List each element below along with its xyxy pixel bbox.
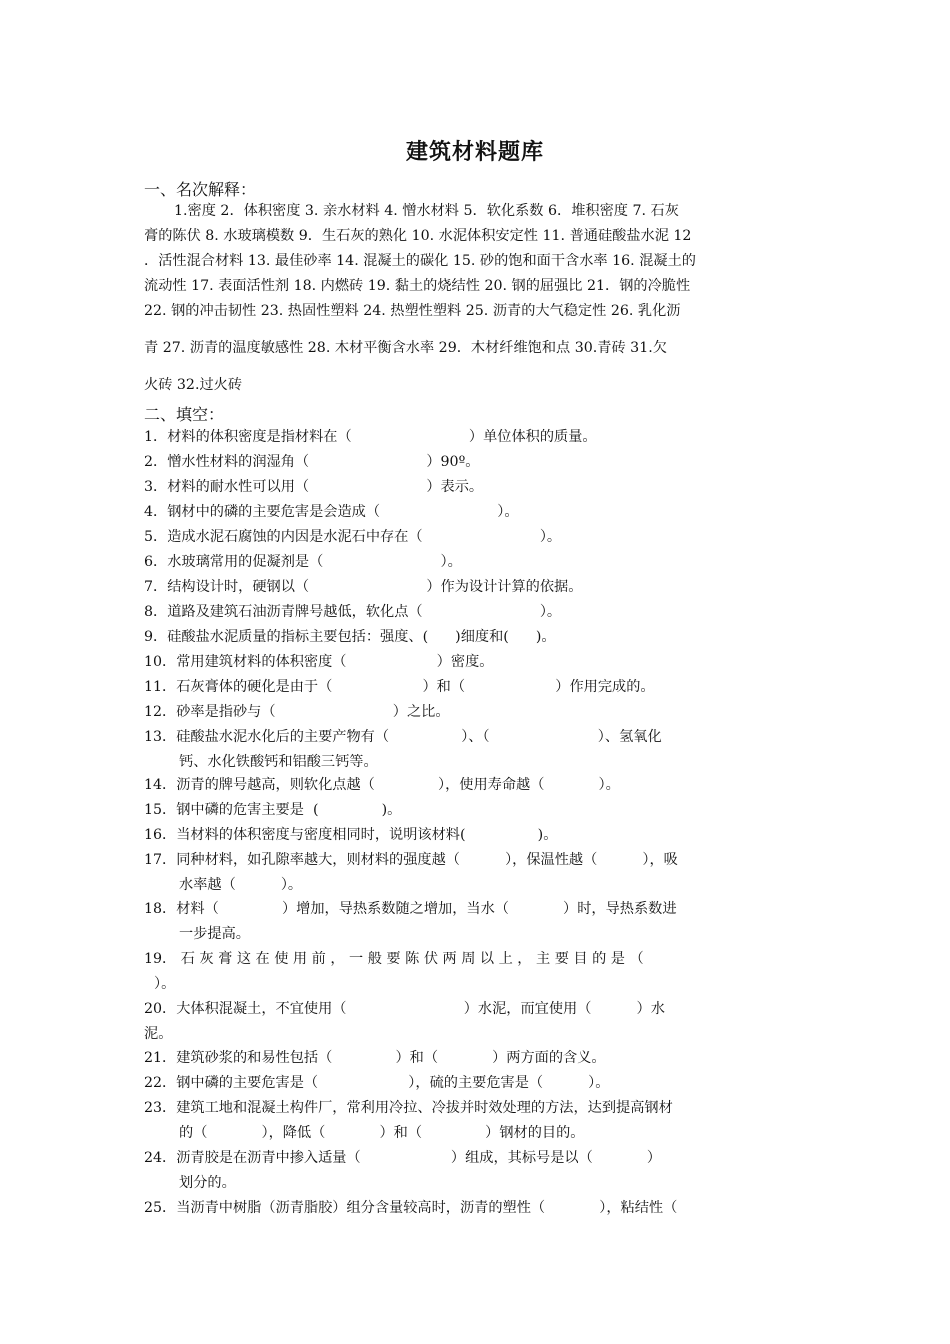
question-item [144, 675, 824, 700]
question-line: 5．造成水泥石腐蚀的内因是水泥石中存在（ ）。 [144, 529, 562, 545]
document-title: 建筑材料题库 [405, 140, 544, 165]
question-item [144, 725, 824, 775]
question-line: 23．建筑工地和混凝土构件厂，常利用冷拉、冷拔并时效处理的方法，达到提高钢材 [144, 1100, 673, 1116]
question-line: 12．砂率是指砂与（ ）之比。 [144, 704, 450, 720]
question-line: 4．钢材中的磷的主要危害是会造成（ ）。 [144, 504, 519, 520]
question-item [144, 1196, 824, 1221]
definitions-line: 流动性 17. 表面活性剂 18. 内燃砖 19. 黏土的烧结性 20. 钢的屈强比 21．钢的冷脆性 [144, 278, 691, 294]
question-line: 的（ ），降低（ ）和（ ）钢材的目的。 [179, 1125, 585, 1141]
question-line: 21．建筑砂浆的和易性包括（ ）和（ ）两方面的含义。 [144, 1050, 606, 1066]
question-line: 一步提高。 [179, 926, 250, 942]
definitions-line: 膏的陈伏 8. 水玻璃模数 9．生石灰的熟化 10. 水泥体积安定性 11. 普通硅酸盐水泥 12 [144, 228, 692, 244]
question-item [144, 425, 824, 450]
question-item [144, 1146, 824, 1196]
question-line: 7．结构设计时，硬钢以（ ）作为设计计算的依据。 [144, 579, 583, 595]
question-item [144, 450, 824, 475]
question-line: ）。 [154, 976, 176, 992]
question-line: 6．水玻璃常用的促凝剂是（ ）。 [144, 554, 462, 570]
definitions-block [144, 199, 806, 398]
definitions-line: ．活性混合材料 13. 最佳砂率 14. 混凝土的碳化 15. 砂的饱和面干含水率 16. 混凝土的 [144, 253, 696, 269]
question-line: 泥。 [144, 1026, 173, 1042]
question-line: 3．材料的耐水性可以用（ ）表示。 [144, 479, 484, 495]
question-item [144, 650, 824, 675]
question-item [144, 1071, 824, 1096]
question-line: 20．大体积混凝土，不宜使用（ ）水泥，而宜使用（ ）水 [144, 1001, 665, 1017]
question-item [144, 600, 824, 625]
question-item [144, 997, 824, 1047]
question-item [144, 550, 824, 575]
question-item [144, 475, 824, 500]
question-line: 1．材料的体积密度是指材料在（ ）单位体积的质量。 [144, 429, 597, 445]
question-item [144, 823, 824, 848]
question-line: 8．道路及建筑石油沥青牌号越低，软化点（ ）。 [144, 604, 562, 620]
question-item [144, 798, 824, 823]
definitions-line: 火砖 32.过火砖 [144, 377, 243, 393]
question-item [144, 1096, 824, 1146]
question-line: 17．同种材料，如孔隙率越大，则材料的强度越（ ），保温性越（ ），吸 [144, 852, 678, 868]
question-line: 18．材料（ ）增加，导热系数随之增加，当水（ ）时，导热系数进 [144, 901, 677, 917]
question-line: 16．当材料的体积密度与密度相同时，说明该材料( )。 [144, 827, 558, 843]
question-item [144, 897, 824, 947]
question-line: 25．当沥青中树脂（沥青脂胶）组分含量较高时，沥青的塑性（ ），粘结性（ [144, 1200, 678, 1216]
section1-heading: 一、名次解释： [144, 180, 257, 199]
question-item [144, 947, 824, 997]
question-line: 9．硅酸盐水泥质量的指标主要包括：强度、( )细度和( )。 [144, 629, 556, 645]
definitions-line: 青 27. 沥青的温度敏感性 28. 木材平衡含水率 29．木材纤维饱和点 30.青砖 31.欠 [144, 340, 667, 356]
question-line: 13．硅酸盐水泥水化后的主要产物有（ ）、（ ）、氢氧化 [144, 729, 662, 745]
question-item [144, 500, 824, 525]
question-line: 2．憎水性材料的润湿角（ ）90º。 [144, 454, 480, 470]
question-line: 22．钢中磷的主要危害是（ ），硫的主要危害是（ ）。 [144, 1075, 610, 1091]
question-line: 15．钢中磷的危害主要是 ( )。 [144, 802, 402, 818]
question-item [144, 773, 824, 798]
question-line: 19． 石 灰 膏 这 在 使 用 前 ， 一 般 要 陈 伏 两 周 以 上 ， 主 要 目 的 是 （ [144, 951, 644, 967]
question-item [144, 625, 824, 650]
question-line: 14．沥青的牌号越高，则软化点越（ ），使用寿命越（ ）。 [144, 777, 620, 793]
question-line: 24．沥青胶是在沥青中掺入适量（ ）组成，其标号是以（ ） [144, 1150, 662, 1166]
question-line: 钙、水化铁酸钙和铝酸三钙等。 [179, 754, 378, 770]
definitions-line: 22. 钢的冲击韧性 23. 热固性塑料 24. 热塑性塑料 25. 沥青的大气稳定性 26. 乳化沥 [144, 303, 681, 319]
question-item [144, 575, 824, 600]
question-item [144, 525, 824, 550]
question-line: 10．常用建筑材料的体积密度（ ）密度。 [144, 654, 494, 670]
section2-heading: 二、填空： [144, 405, 225, 424]
question-item [144, 700, 824, 725]
question-item [144, 848, 824, 898]
definitions-line: 1.密度 2．体积密度 3. 亲水材料 4. 憎水材料 5．软化系数 6．堆积密度 7. 石灰 [174, 203, 679, 219]
question-item [144, 1046, 824, 1071]
question-line: 11．石灰膏体的硬化是由于（ ）和（ ）作用完成的。 [144, 679, 655, 695]
question-line: 水率越（ ）。 [179, 877, 303, 893]
question-line: 划分的。 [179, 1175, 236, 1191]
